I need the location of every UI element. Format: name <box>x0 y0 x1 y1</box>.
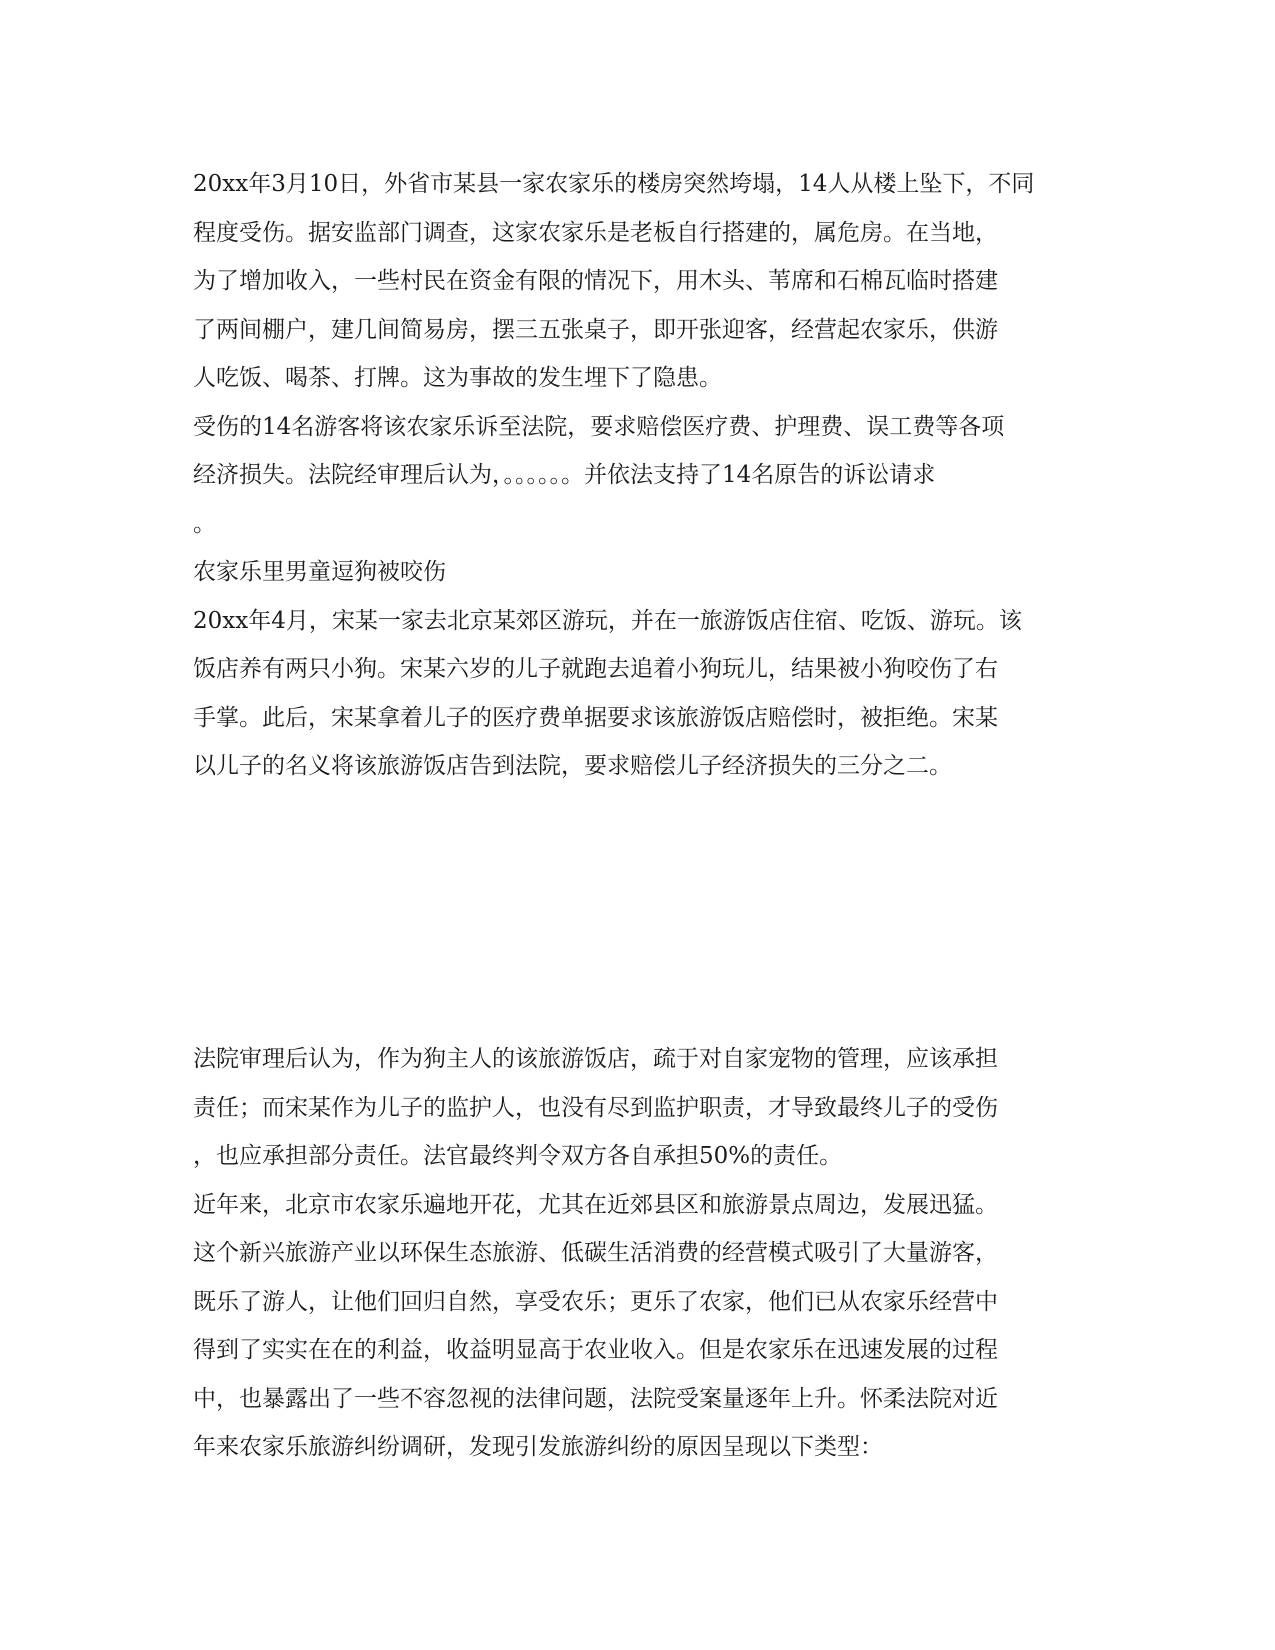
text-line: ，也应承担部分责任。法官最终判令双方各自承担50%的责任。 <box>193 1143 843 1169</box>
text-line: 年来农家乐旅游纠纷调研，发现引发旅游纠纷的原因呈现以下类型： <box>193 1434 883 1460</box>
text-line: 得到了实实在在的利益，收益明显高于农业收入。但是农家乐在迅速发展的过程 <box>193 1337 998 1363</box>
text-line: 法院审理后认为，作为狗主人的该旅游饭店，疏于对自家宠物的管理，应该承担 <box>193 1046 998 1072</box>
text-line: 程度受伤。据安监部门调查，这家农家乐是老板自行搭建的，属危房。在当地， <box>193 219 998 246</box>
text-line: 近年来，北京市农家乐遍地开花，尤其在近郊县区和旅游景点周边，发展迅猛。 <box>193 1191 998 1218</box>
text-line: 。 <box>193 510 216 537</box>
text-line: 既乐了游人，让他们回归自然，享受农乐；更乐了农家，他们已从农家乐经营中 <box>193 1288 998 1315</box>
text-line: 手掌。此后，宋某拿着儿子的医疗费单据要求该旅游饭店赔偿时，被拒绝。宋某 <box>193 704 998 731</box>
text-block-lower <box>193 1035 1083 1472</box>
text-block-upper <box>193 160 1083 791</box>
text-line: 了两间棚户，建几间简易房，摆三五张桌子，即开张迎客，经营起农家乐，供游 <box>193 316 998 343</box>
text-line: 中，也暴露出了一些不容忽视的法律问题，法院受案量逐年上升。怀柔法院对近 <box>193 1385 998 1412</box>
text-line: 为了增加收入，一些村民在资金有限的情况下，用木头、苇席和石棉瓦临时搭建 <box>193 268 998 294</box>
text-line: 20xx年3月10日，外省市某县一家农家乐的楼房突然垮塌，14人从楼上坠下，不同 <box>193 171 1035 197</box>
text-line: 以儿子的名义将该旅游饭店告到法院，要求赔偿儿子经济损失的三分之二。 <box>193 753 952 779</box>
text-line: 这个新兴旅游产业以环保生态旅游、低碳生活消费的经营模式吸引了大量游客， <box>193 1240 998 1266</box>
text-line: 责任；而宋某作为儿子的监护人，也没有尽到监护职责，才导致最终儿子的受伤 <box>193 1094 998 1121</box>
text-line: 受伤的14名游客将该农家乐诉至法院，要求赔偿医疗费、护理费、误工费等各项 <box>193 413 1005 440</box>
text-line: 20xx年4月，宋某一家去北京某郊区游玩，并在一旅游饭店住宿、吃饭、游玩。该 <box>193 607 1022 634</box>
text-line: 饭店养有两只小狗。宋某六岁的儿子就跑去追着小狗玩儿，结果被小狗咬伤了右 <box>193 656 998 682</box>
text-line: 人吃饭、喝茶、打牌。这为事故的发生埋下了隐患。 <box>193 365 722 391</box>
text-line: 经济损失。法院经审理后认为，。。。。。。并依法支持了14名原告的诉讼请求 <box>193 462 936 488</box>
section-heading: 农家乐里男童逗狗被咬伤 <box>193 559 446 585</box>
